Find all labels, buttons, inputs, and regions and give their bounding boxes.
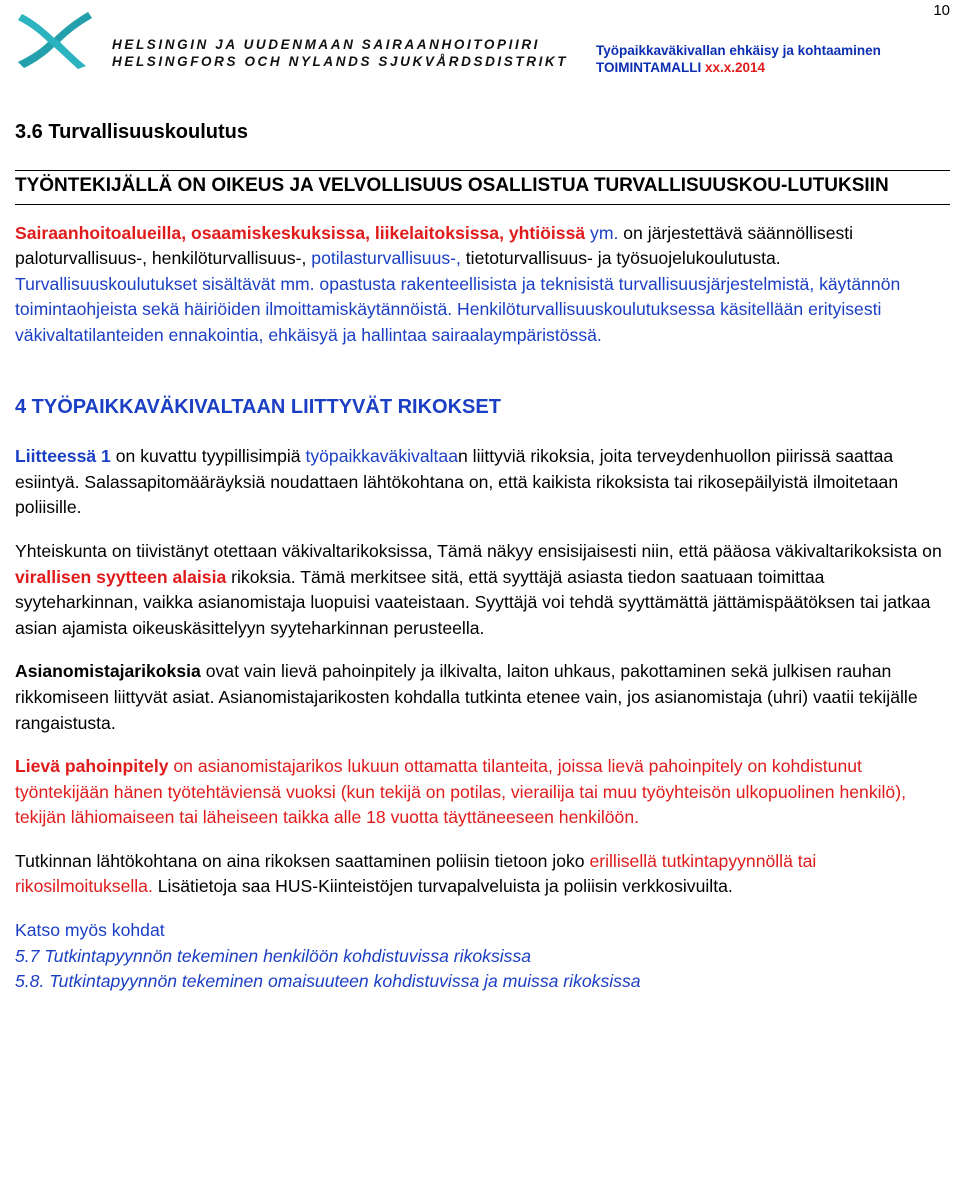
organization-name [112,36,568,70]
section-box-heading: TYÖNTEKIJÄLLÄ ON OIKEUS JA VELVOLLISUUS OSALLISTUA TURVALLISUUSKOU-LUTUKSIIN [15,170,950,205]
investigation-text-1: Tutkinnan lähtökohtana on aina rikoksen saattaminen poliisin tietoon joko [15,850,590,871]
investigation-text-2: Lisätietoja saa HUS-Kiinteistöjen turvapalveluista ja poliisin verkkosivuilta. [152,876,733,897]
hus-cross-logo-icon [14,10,94,70]
petty-assault-text: on asianomistajarikos lukuun ottamatta tilanteita, joissa lievä pahoinpitely on kohdistunut työntekijään hänen työtehtäviensä vuoksi (kun tekijä on potilas, vierailija tai muu työyhteisön ulkopuolinen henkilö), tekijän lähiomaiseen tai läheiseen taikka alle 18 vuotta täyttäneeseen henkilöön. [15,756,906,828]
appendix-reference: Liitteessä 1 [15,446,111,467]
see-also-link-5-7[interactable]: 5.7 Tutkintapyynnön tekeminen henkilöön kohdistuvissa rikoksissa [15,945,532,966]
org-name-finnish: HELSINGIN JA UUDENMAAN SAIRAANHOITOPIIRI [112,37,541,52]
training-text-1: on järjestettävä säännöllisesti paloturvallisuus-, henkilöturvallisuus-, [15,222,854,269]
training-paragraph [15,221,950,349]
see-also-label: Katso myös kohdat [15,920,165,941]
investigation-paragraph [15,849,950,900]
section-title: 3.6 Turvallisuuskoulutus [15,121,249,143]
see-also-section [15,918,950,995]
document-title: Työpaikkaväkivallan ehkäisy ja kohtaaminen [596,43,881,58]
chapter-title: 4 TYÖPAIKKAVÄKIVALTAAN LIITTYVÄT RIKOKSET [15,395,501,418]
public-prosecution-paragraph [15,539,950,641]
complainant-offences-paragraph [15,659,950,736]
prosecution-text-2: rikoksia. Tämä merkitsee sitä, että syyttäjä asiasta tiedon saatuaan toimittaa syyteharkinnan, vaikka asianomistaja luopuisi vaateistaan. Syyttäjä voi tehdä syyttämättä jättämispäätöksen tai jatkaa asian ajamista oikeuskäsittelyyn syyteharkinnan perusteella. [15,566,931,638]
training-text-2: tietoturvallisuus- ja työsuojelukoulutusta. [460,248,781,269]
org-name-swedish: HELSINGFORS OCH NYLANDS SJUKVÅRDSDISTRIKT [112,54,569,69]
document-date: xx.x.2014 [705,60,766,75]
investigation-request-term: erillisellä tutkintapyynnöllä tai rikosilmoituksella. [15,850,817,897]
petty-assault-term: Lievä pahoinpitely [15,756,169,777]
page-header [14,10,954,75]
prosecution-text-1: Yhteiskunta on tiivistänyt otettaan väkivaltarikoksissa, Tämä näkyy ensisijaisesti niin, että pääosa väkivaltarikoksista on [15,540,942,561]
petty-assault-paragraph [15,754,950,831]
training-patient-safety: potilasturvallisuus-, [311,248,461,269]
training-organizations: Sairaanhoitoalueilla, osaamiskeskuksissa, liikelaitoksissa, yhtiöissä [15,222,586,243]
training-etc: ym. [585,222,624,243]
document-info [596,42,881,76]
page-number: 10 [933,2,950,19]
workplace-violence-term: työpaikkaväkivaltaa [305,446,458,467]
document-type: TOIMINTAMALLI [596,60,702,75]
training-contents: Turvallisuuskoulutukset sisältävät mm. opastusta rakenteellisista ja teknisistä turvallisuusjärjestelmistä, käytännön toimintaohjeista sekä häiriöiden ilmoittamiskäytännöistä. Henkilöturvallisuuskoulutuksessa käsitellään erityisesti väkivaltatilanteiden ennakointia, ehkäisyä ja hallintaa sairaalaympäristössä. [15,273,901,345]
document-type-line [596,59,881,76]
main-content [15,120,950,995]
complainant-offences-term: Asianomistajarikoksia [15,661,201,682]
complainant-offences-text: ovat vain lievä pahoinpitely ja ilkivalta, laiton uhkaus, pakottaminen sekä julkisen rauhan rikkomiseen liittyvät asiat. Asianomistajarikosten kohdalla tutkinta etenee vain, jos asianomistaja (uhri) vaatii tekijälle rangaistusta. [15,661,918,733]
crimes-intro-paragraph [15,444,950,521]
see-also-link-5-8[interactable]: 5.8. Tutkintapyynnön tekeminen omaisuuteen kohdistuvissa ja muissa rikoksissa [15,971,641,992]
public-prosecution-term: virallisen syytteen alaisia [15,566,227,587]
crimes-intro-text-2: n liittyviä rikoksia, joita terveydenhuollon piirissä saattaa esiintyä. Salassapitomääräyksiä noudattaen lähtökohtana on, että kaikista rikoksista tai rikosepäilyistä ilmoitetaan poliisille. [15,446,899,518]
crimes-intro-text-1: on kuvattu tyypillisimpiä [110,446,306,467]
